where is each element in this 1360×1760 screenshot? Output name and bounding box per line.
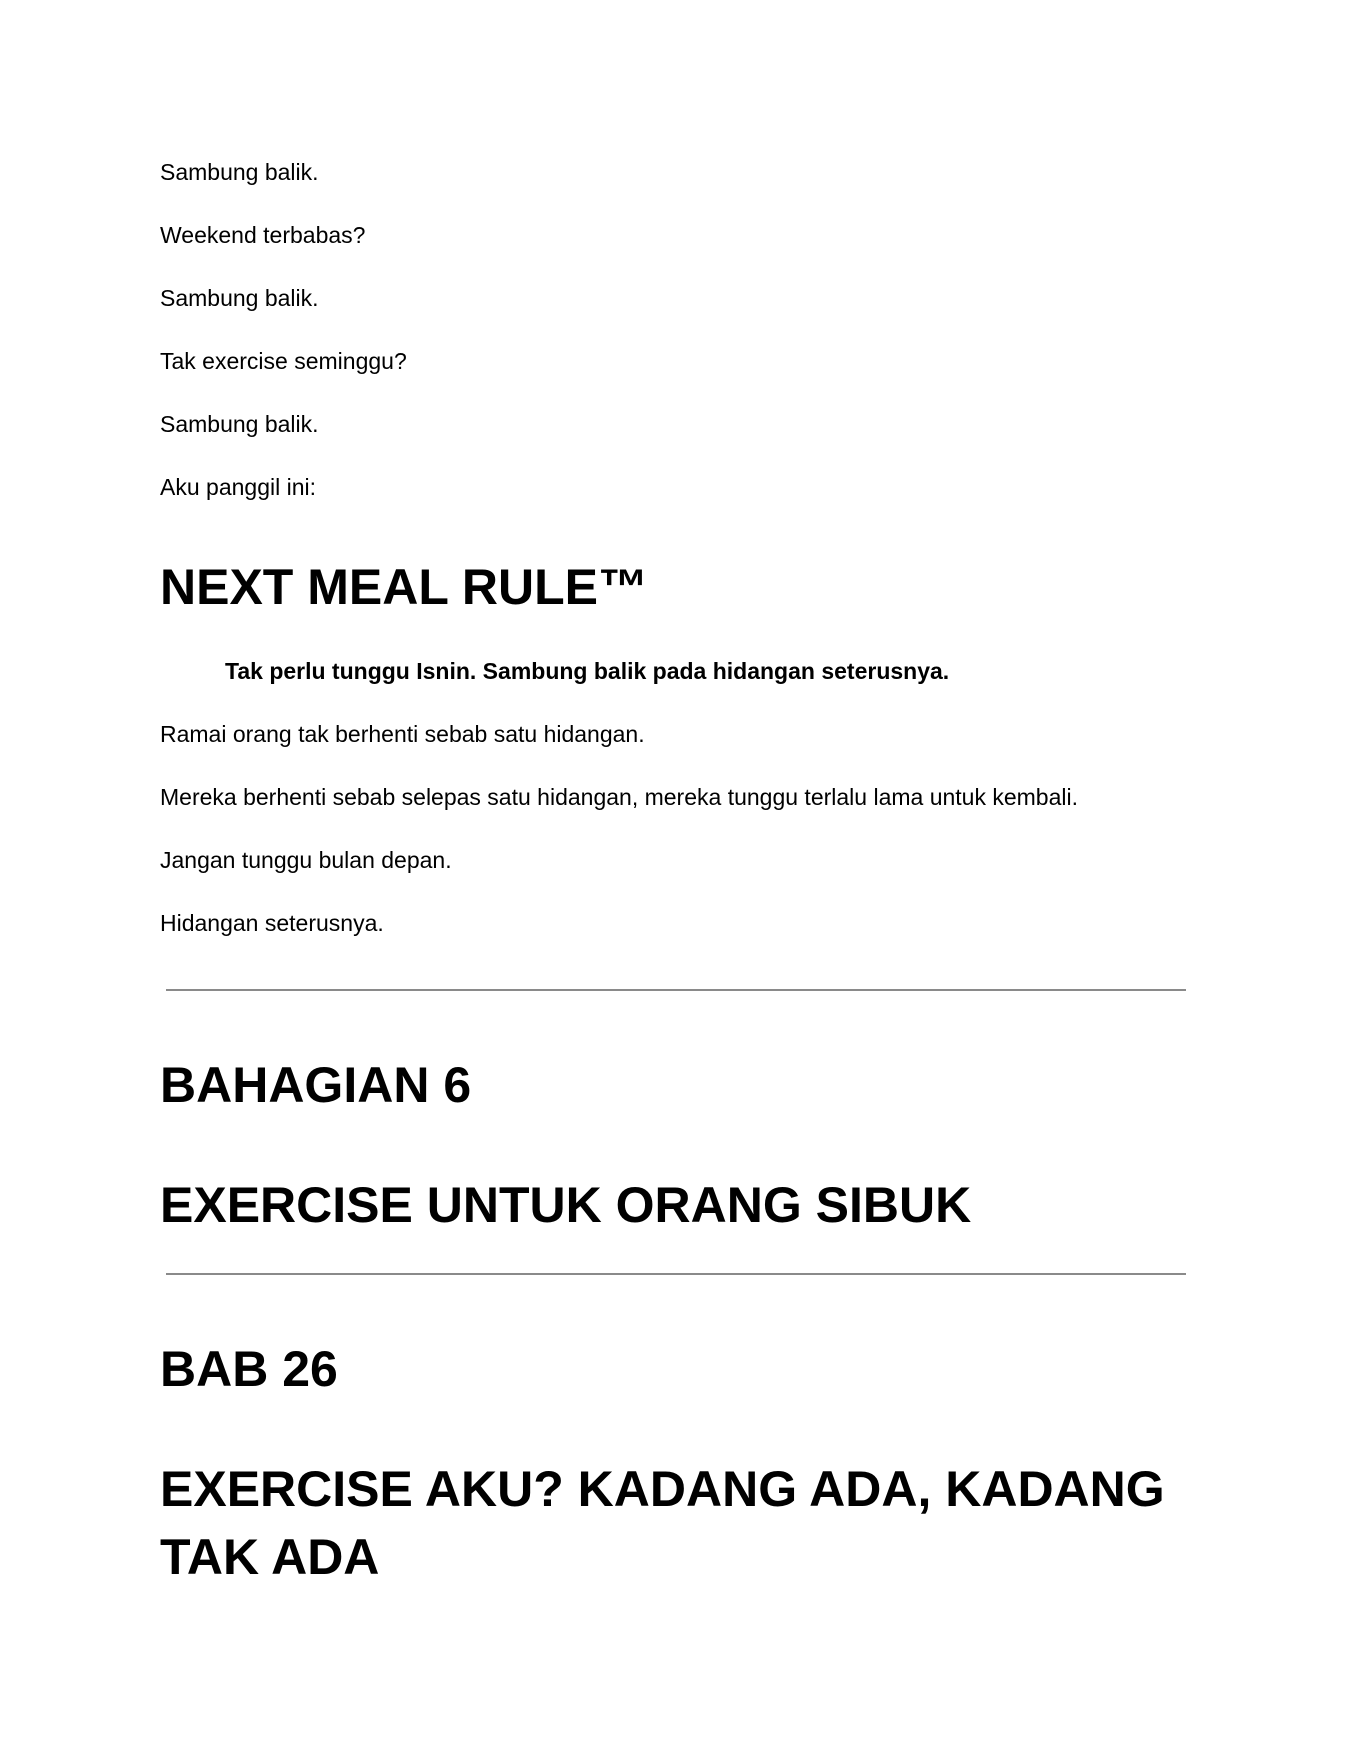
paragraph: Aku panggil ini: — [160, 474, 316, 500]
horizontal-divider — [166, 1273, 1186, 1275]
horizontal-divider — [166, 989, 1186, 991]
paragraph: Jangan tunggu bulan depan. — [160, 847, 452, 873]
chapter-label: BAB 26 — [160, 1341, 338, 1397]
paragraph: Mereka berhenti sebab selepas satu hidangan, mereka tunggu terlalu lama untuk kembali. — [160, 784, 1079, 810]
rule-quote: Tak perlu tunggu Isnin. Sambung balik pada hidangan seterusnya. — [225, 658, 950, 684]
section-title: EXERCISE UNTUK ORANG SIBUK — [160, 1177, 972, 1233]
paragraph: Sambung balik. — [160, 411, 319, 437]
rule-heading: NEXT MEAL RULE™ — [160, 559, 648, 615]
paragraph: Ramai orang tak berhenti sebab satu hidangan. — [160, 721, 645, 747]
paragraph: Tak exercise seminggu? — [160, 348, 407, 374]
chapter-title: EXERCISE AKU? KADANG ADA, KADANG TAK ADA — [160, 1461, 1165, 1585]
paragraph: Sambung balik. — [160, 285, 319, 311]
section-label: BAHAGIAN 6 — [160, 1057, 472, 1113]
paragraph: Weekend terbabas? — [160, 222, 366, 248]
paragraph: Hidangan seterusnya. — [160, 910, 384, 936]
paragraph: Sambung balik. — [160, 159, 319, 185]
